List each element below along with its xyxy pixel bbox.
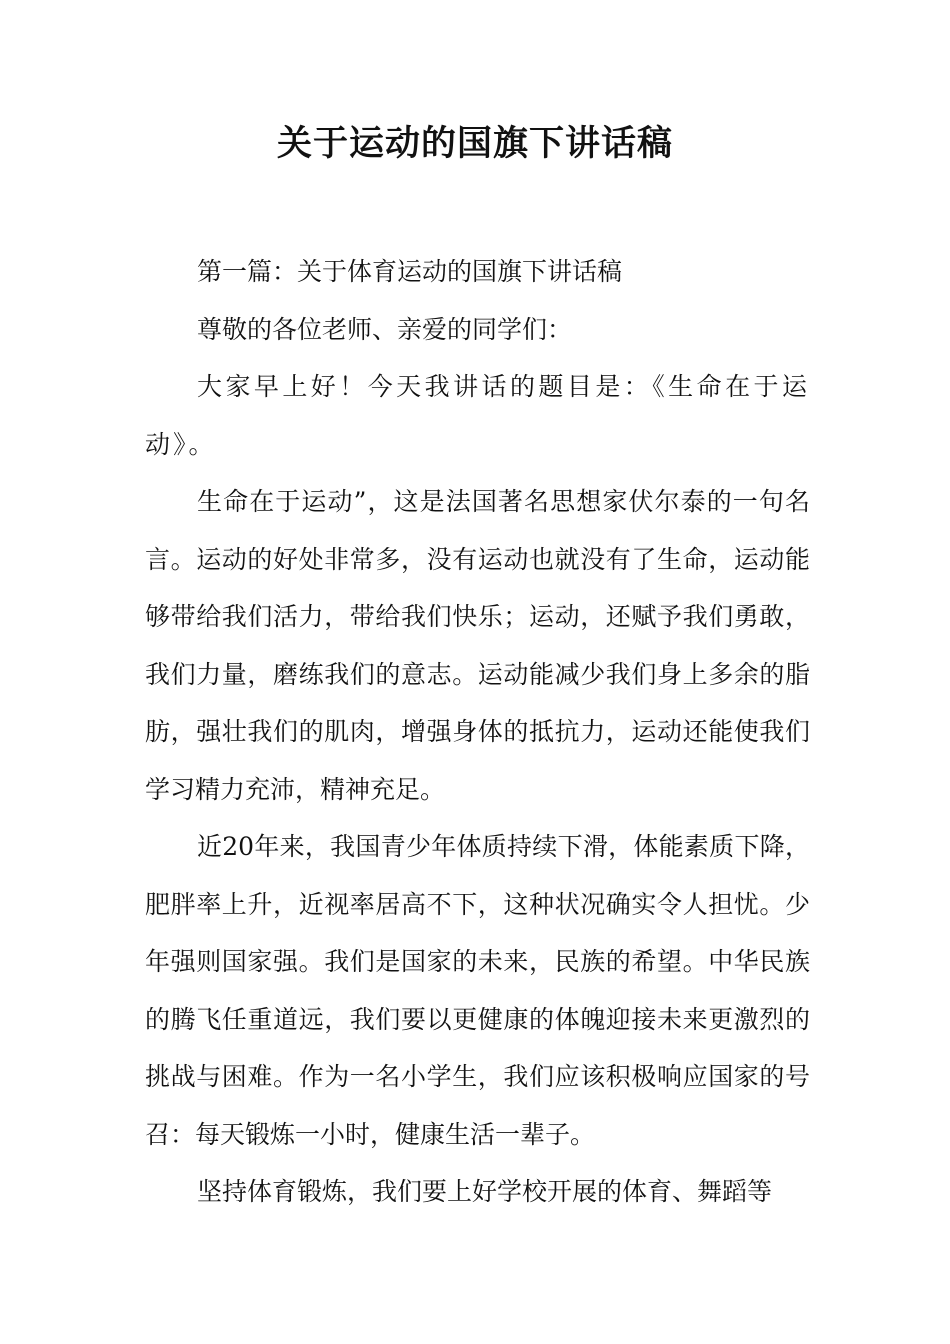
body-paragraph-3: 坚持体育锻炼，我们要上好学校开展的体育、舞蹈等 (197, 1177, 773, 1206)
body-paragraph-2: 近20年来，我国青少年体质持续下滑，体能素质下降，肥胖率上升，近视率居高不下，这种状况确实令人担忧。少年强则国家强。我们是国家的未来，民族的希望。中华民族的腾飞任重道远，我们要以更健康的体魄迎接未来更激烈的挑战与困难。作为一名小学生，我们应该积极响应国家的号召：每天锻炼一小时，健康生活一辈子。 (145, 832, 810, 1149)
body-paragraph-1: 生命在于运动”，这是法国著名思想家伏尔泰的一句名言。运动的好处非常多，没有运动也就没有了生命，运动能够带给我们活力，带给我们快乐；运动，还赋予我们勇敢，我们力量，磨练我们的意志。运动能减少我们身上多余的脂肪，强壮我们的肌肉，增强身体的抵抗力，运动还能使我们学习精力充沛，精神充足。 (145, 487, 810, 804)
opening-paragraph: 大家早上好！今天我讲话的题目是：《生命在于运动》。 (145, 372, 810, 459)
document-body (145, 243, 810, 1221)
document-title: 关于运动的国旗下讲话稿 (276, 124, 673, 164)
salutation: 尊敬的各位老师、亲爱的同学们： (197, 314, 573, 344)
section-heading: 第一篇：关于体育运动的国旗下讲话稿 (197, 257, 623, 286)
